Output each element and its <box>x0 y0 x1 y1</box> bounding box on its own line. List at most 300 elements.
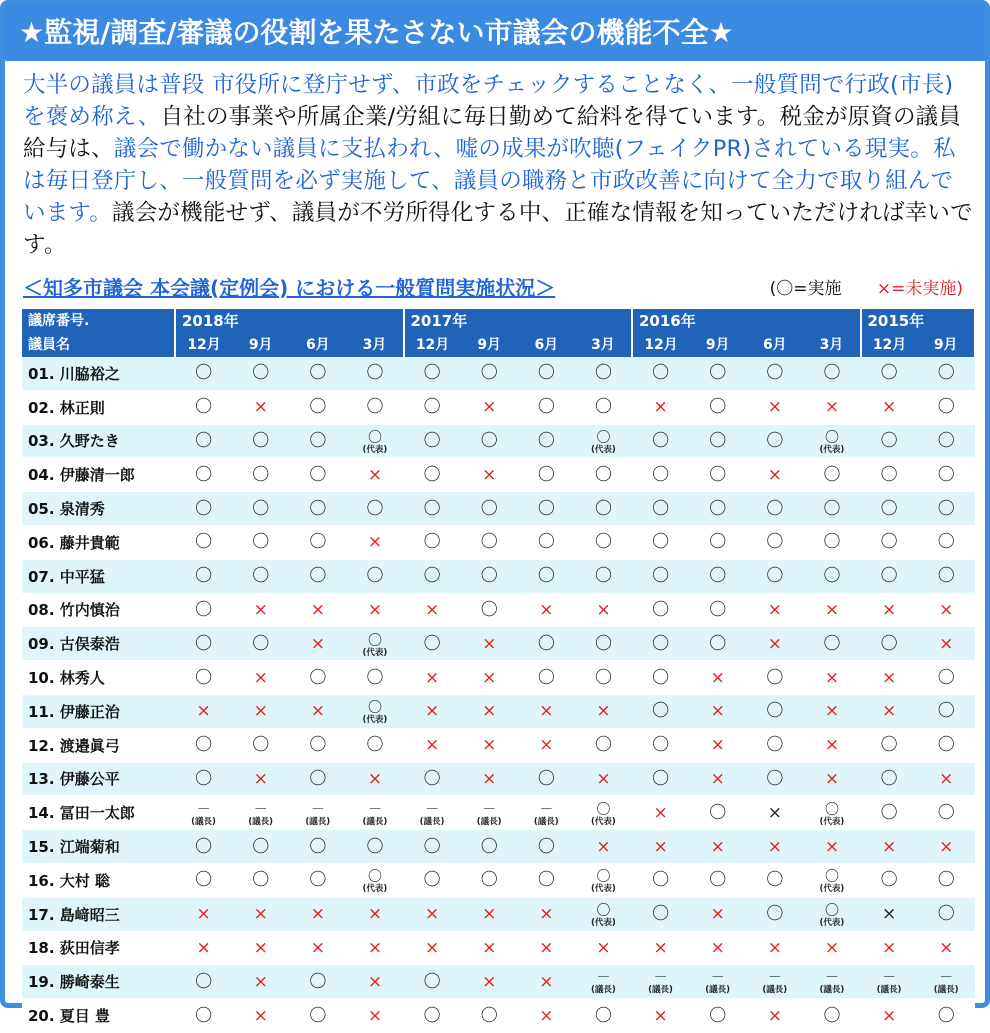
not-done-mark: × <box>710 836 725 857</box>
not-done-mark: × <box>539 599 554 620</box>
status-cell <box>689 661 746 695</box>
status-cell <box>746 694 803 728</box>
done-mark: 〇 <box>537 836 555 857</box>
status-cell <box>232 559 289 593</box>
member-name: 03. 久野たき <box>22 424 175 458</box>
not-done-mark: × <box>482 633 497 654</box>
representative-mark <box>591 904 616 928</box>
status-cell <box>861 728 918 762</box>
status-cell <box>518 424 575 458</box>
status-cell <box>689 863 746 897</box>
status-cell <box>918 593 975 627</box>
done-mark: 〇 <box>596 869 611 886</box>
not-done-mark: × <box>482 397 497 418</box>
daihyo-note: (代表) <box>591 816 616 827</box>
month-header: 3月 <box>575 333 632 357</box>
table-row <box>22 728 975 762</box>
status-cell <box>518 897 575 931</box>
done-mark: 〇 <box>880 802 898 823</box>
done-mark: 〇 <box>652 667 670 688</box>
not-done-mark: × <box>310 701 325 722</box>
status-cell <box>632 931 689 965</box>
status-cell <box>346 492 403 526</box>
status-cell <box>689 559 746 593</box>
status-cell <box>404 728 461 762</box>
status-cell <box>918 762 975 796</box>
status-cell <box>746 965 803 999</box>
status-cell <box>175 458 232 492</box>
status-cell <box>689 796 746 830</box>
status-cell <box>575 661 632 695</box>
section-title: ＜知多市議会 本会議(定例会) における一般質問実施状況＞ <box>23 276 556 300</box>
done-mark: 〇 <box>652 599 670 620</box>
done-mark: 〇 <box>423 363 441 384</box>
representative-mark <box>820 870 845 894</box>
status-cell <box>289 728 346 762</box>
status-cell <box>861 357 918 390</box>
gicho-note: (議長) <box>648 985 673 996</box>
status-cell <box>918 458 975 492</box>
corner-label-seat: 議席番号. <box>22 309 175 333</box>
done-mark: 〇 <box>766 735 784 756</box>
status-cell <box>518 965 575 999</box>
done-mark: 〇 <box>480 599 498 620</box>
not-done-mark: × <box>482 735 497 756</box>
chair-mark <box>762 971 787 995</box>
intro-segment: 大半の議員は普段 市役所に登庁せず、市政をチェックすることなく、一般質問で行政(市長)を褒め称え、 <box>23 72 954 130</box>
done-mark: 〇 <box>480 1005 498 1026</box>
status-cell <box>746 458 803 492</box>
not-done-mark: × <box>253 937 268 958</box>
status-cell <box>289 559 346 593</box>
done-mark: 〇 <box>252 498 270 519</box>
not-done-mark: × <box>367 599 383 620</box>
status-cell <box>461 830 518 864</box>
done-mark: 〇 <box>652 532 670 553</box>
done-mark: 〇 <box>366 397 384 418</box>
status-cell <box>803 593 860 627</box>
not-done-mark: × <box>367 904 383 925</box>
done-mark: 〇 <box>252 735 270 756</box>
status-cell <box>746 424 803 458</box>
gicho-note: (議長) <box>419 816 445 827</box>
member-name: 13. 伊藤公平 <box>22 762 175 796</box>
month-header: 9月 <box>689 333 746 357</box>
status-cell <box>918 559 975 593</box>
gicho-note: (議長) <box>705 985 731 996</box>
done-mark: 〇 <box>195 566 213 587</box>
month-header: 12月 <box>632 333 689 357</box>
status-cell <box>918 863 975 897</box>
done-mark: 〇 <box>195 667 213 688</box>
dash-mark: － <box>653 970 668 987</box>
status-cell <box>803 728 860 762</box>
done-mark: 〇 <box>367 869 382 886</box>
done-mark: 〇 <box>766 701 784 722</box>
status-cell <box>404 525 461 559</box>
not-done-mark: × <box>824 937 840 958</box>
done-mark: 〇 <box>423 464 441 485</box>
member-name: 14. 冨田一太郎 <box>22 796 175 830</box>
status-cell <box>518 458 575 492</box>
status-cell <box>632 694 689 728</box>
status-cell <box>232 796 289 830</box>
status-cell <box>289 424 346 458</box>
status-cell <box>861 863 918 897</box>
status-cell <box>232 627 289 661</box>
member-name: 17. 島﨑昭三 <box>22 897 175 931</box>
status-cell <box>689 492 746 526</box>
table-row <box>22 796 975 830</box>
table-row <box>22 357 975 390</box>
status-cell <box>746 593 803 627</box>
status-cell <box>861 424 918 458</box>
not-done-mark: × <box>939 937 954 958</box>
done-mark: 〇 <box>309 870 327 891</box>
done-mark: 〇 <box>652 904 670 925</box>
not-done-mark: × <box>824 836 840 857</box>
status-cell <box>746 897 803 931</box>
dash-mark: － <box>596 970 611 987</box>
status-cell <box>689 897 746 931</box>
status-cell <box>632 627 689 661</box>
status-cell <box>518 694 575 728</box>
month-header-row <box>22 333 975 357</box>
not-done-mark: × <box>424 667 440 688</box>
status-cell <box>918 390 975 424</box>
done-mark: 〇 <box>423 532 441 553</box>
done-mark: 〇 <box>366 566 384 587</box>
done-mark: 〇 <box>537 667 555 688</box>
status-cell <box>575 863 632 897</box>
done-mark: 〇 <box>309 667 327 688</box>
done-mark: 〇 <box>824 801 839 818</box>
status-cell <box>346 593 403 627</box>
done-mark: 〇 <box>252 870 270 891</box>
status-cell <box>861 830 918 864</box>
done-mark: 〇 <box>252 836 270 857</box>
status-cell <box>346 897 403 931</box>
not-done-mark: × <box>367 937 383 958</box>
done-mark: 〇 <box>195 870 213 891</box>
not-done-mark: × <box>310 937 325 958</box>
dash-mark: － <box>196 801 211 818</box>
status-cell <box>861 593 918 627</box>
status-cell <box>632 559 689 593</box>
done-mark: 〇 <box>652 768 670 789</box>
done-mark: 〇 <box>594 363 612 384</box>
status-cell <box>746 525 803 559</box>
chair-mark <box>820 971 845 995</box>
status-cell <box>404 390 461 424</box>
done-mark: 〇 <box>880 870 898 891</box>
table-row <box>22 525 975 559</box>
status-cell <box>689 728 746 762</box>
done-mark: 〇 <box>709 599 727 620</box>
done-mark: 〇 <box>480 566 498 587</box>
status-cell <box>632 458 689 492</box>
not-done-mark: × <box>767 937 782 958</box>
done-mark: 〇 <box>709 430 727 451</box>
status-cell <box>404 357 461 390</box>
status-cell <box>861 999 918 1033</box>
not-done-mark: × <box>367 1005 383 1026</box>
not-done-mark: × <box>253 397 268 418</box>
daihyo-note: (代表) <box>591 444 616 455</box>
month-header: 6月 <box>289 333 346 357</box>
status-cell <box>461 525 518 559</box>
representative-mark <box>363 701 388 725</box>
table-header <box>22 309 975 357</box>
not-done-mark: × <box>939 633 954 654</box>
year-header: 2017年 <box>404 309 633 333</box>
done-mark: 〇 <box>252 532 270 553</box>
status-cell <box>346 390 403 424</box>
not-done-mark: × <box>710 937 725 958</box>
table-row <box>22 999 975 1033</box>
done-mark: 〇 <box>594 633 612 654</box>
done-mark: 〇 <box>252 464 270 485</box>
status-cell <box>632 525 689 559</box>
status-cell <box>289 897 346 931</box>
not-done-mark: × <box>824 735 840 756</box>
done-mark: 〇 <box>937 802 955 823</box>
status-cell <box>461 593 518 627</box>
done-mark: 〇 <box>766 768 784 789</box>
chair-mark <box>191 803 216 827</box>
not-done-mark: × <box>881 836 897 857</box>
status-cell <box>175 661 232 695</box>
status-cell <box>232 357 289 390</box>
month-header: 12月 <box>861 333 918 357</box>
status-cell <box>803 357 860 390</box>
status-cell <box>518 593 575 627</box>
representative-mark <box>820 803 845 827</box>
done-mark: 〇 <box>594 566 612 587</box>
status-cell <box>404 897 461 931</box>
status-cell <box>632 796 689 830</box>
done-mark: 〇 <box>309 566 327 587</box>
done-mark: 〇 <box>709 566 727 587</box>
status-cell <box>689 694 746 728</box>
table-row <box>22 627 975 661</box>
done-mark: 〇 <box>880 498 898 519</box>
not-done-mark: × <box>767 802 782 823</box>
dash-mark: － <box>253 801 268 818</box>
done-mark: 〇 <box>652 464 670 485</box>
member-name: 04. 伊藤清一郎 <box>22 458 175 492</box>
not-done-mark: × <box>253 667 268 688</box>
done-mark: 〇 <box>823 498 841 519</box>
status-cell <box>346 424 403 458</box>
not-done-mark: × <box>767 464 782 485</box>
done-mark: 〇 <box>366 735 384 756</box>
done-mark: 〇 <box>652 633 670 654</box>
not-done-mark: × <box>196 937 211 958</box>
status-cell <box>175 762 232 796</box>
chair-mark <box>591 971 616 995</box>
status-cell <box>461 965 518 999</box>
done-mark: 〇 <box>937 363 955 384</box>
done-mark: 〇 <box>195 971 213 992</box>
not-done-mark: × <box>482 768 497 789</box>
daihyo-note: (代表) <box>819 917 845 928</box>
status-cell <box>346 830 403 864</box>
done-mark: 〇 <box>423 498 441 519</box>
member-name: 09. 古俣泰浩 <box>22 627 175 661</box>
month-header: 3月 <box>346 333 403 357</box>
done-mark: 〇 <box>652 870 670 891</box>
status-cell <box>232 492 289 526</box>
done-mark: 〇 <box>195 464 213 485</box>
status-cell <box>861 627 918 661</box>
status-cell <box>918 931 975 965</box>
not-done-mark: × <box>767 599 782 620</box>
status-cell <box>518 559 575 593</box>
daihyo-note: (代表) <box>362 884 388 895</box>
member-name: 10. 林秀人 <box>22 661 175 695</box>
dash-mark: － <box>482 801 497 818</box>
status-cell <box>175 830 232 864</box>
representative-mark <box>363 634 388 658</box>
not-done-mark: × <box>424 904 440 925</box>
done-mark: 〇 <box>823 566 841 587</box>
status-cell <box>803 694 860 728</box>
dash-mark: － <box>310 801 325 818</box>
status-cell <box>575 796 632 830</box>
status-cell <box>861 390 918 424</box>
status-cell <box>746 559 803 593</box>
status-cell <box>461 897 518 931</box>
done-mark: 〇 <box>480 363 498 384</box>
done-mark: 〇 <box>195 768 213 789</box>
status-cell <box>289 357 346 390</box>
done-mark: 〇 <box>309 464 327 485</box>
month-header: 3月 <box>803 333 860 357</box>
status-cell <box>632 492 689 526</box>
done-mark: 〇 <box>423 397 441 418</box>
table-row <box>22 863 975 897</box>
status-cell <box>175 863 232 897</box>
done-mark: 〇 <box>880 633 898 654</box>
status-cell <box>575 390 632 424</box>
done-mark: 〇 <box>937 430 955 451</box>
page-title: ★監視/調査/審議の役割を果たさない市議会の機能不全★ <box>5 5 985 61</box>
chair-mark <box>420 803 445 827</box>
status-cell <box>689 424 746 458</box>
done-mark: 〇 <box>596 801 611 818</box>
done-mark: 〇 <box>709 1005 727 1026</box>
intro-segment: 自社の事業や所属企業/労組に毎日勤めて給料を得ています。税金が原資の議員給与は、 <box>23 104 962 162</box>
not-done-mark: × <box>482 667 497 688</box>
done-mark: 〇 <box>309 768 327 789</box>
done-mark: 〇 <box>594 735 612 756</box>
status-cell <box>746 492 803 526</box>
done-mark: 〇 <box>937 397 955 418</box>
done-mark: 〇 <box>537 363 555 384</box>
intro-paragraph <box>23 69 973 261</box>
status-cell <box>918 627 975 661</box>
chair-mark <box>363 803 388 827</box>
done-mark: 〇 <box>195 1005 213 1026</box>
done-mark: 〇 <box>367 700 382 717</box>
not-done-mark: × <box>539 937 554 958</box>
done-mark: 〇 <box>537 633 555 654</box>
intro-segment: 議会が機能せず、議員が不労所得化する中、正確な情報を知っていただければ幸いです。 <box>23 200 973 258</box>
status-cell <box>404 424 461 458</box>
done-mark: 〇 <box>709 363 727 384</box>
month-header: 6月 <box>518 333 575 357</box>
status-cell <box>803 424 860 458</box>
done-mark: 〇 <box>309 498 327 519</box>
status-cell <box>632 357 689 390</box>
status-cell <box>746 661 803 695</box>
status-cell <box>803 559 860 593</box>
status-cell <box>575 762 632 796</box>
status-cell <box>404 762 461 796</box>
done-mark: 〇 <box>367 429 382 446</box>
status-cell <box>404 830 461 864</box>
done-mark: 〇 <box>823 633 841 654</box>
representative-mark <box>591 870 616 894</box>
status-cell <box>404 863 461 897</box>
done-mark: 〇 <box>537 498 555 519</box>
status-cell <box>861 965 918 999</box>
not-done-mark: × <box>881 667 897 688</box>
table-body <box>22 357 975 1032</box>
status-cell <box>518 796 575 830</box>
not-done-mark: × <box>539 971 554 992</box>
done-mark: 〇 <box>423 870 441 891</box>
year-header: 2016年 <box>632 309 861 333</box>
status-cell <box>689 931 746 965</box>
done-mark: 〇 <box>824 869 839 886</box>
status-cell <box>746 931 803 965</box>
status-cell <box>289 863 346 897</box>
not-done-mark: × <box>482 937 497 958</box>
done-mark: 〇 <box>823 532 841 553</box>
done-mark: 〇 <box>823 363 841 384</box>
status-cell <box>175 559 232 593</box>
done-mark: 〇 <box>423 1005 441 1026</box>
status-cell <box>175 999 232 1033</box>
daihyo-note: (代表) <box>819 444 845 455</box>
status-cell <box>232 999 289 1033</box>
not-done-mark: × <box>367 532 383 553</box>
status-cell <box>404 694 461 728</box>
not-done-mark: × <box>310 599 325 620</box>
status-cell <box>346 796 403 830</box>
done-mark: 〇 <box>937 1005 955 1026</box>
gicho-note: (議長) <box>591 985 616 996</box>
gicho-note: (議長) <box>305 816 331 827</box>
not-done-mark: × <box>482 971 497 992</box>
done-mark: 〇 <box>937 735 955 756</box>
not-done-mark: × <box>653 1005 668 1026</box>
status-cell <box>289 627 346 661</box>
done-mark: 〇 <box>937 870 955 891</box>
status-cell <box>346 965 403 999</box>
status-cell <box>746 390 803 424</box>
table-row <box>22 492 975 526</box>
status-cell <box>803 627 860 661</box>
table-row <box>22 661 975 695</box>
status-cell <box>918 897 975 931</box>
done-mark: 〇 <box>652 735 670 756</box>
not-done-mark: × <box>539 701 554 722</box>
done-mark: 〇 <box>195 532 213 553</box>
status-cell <box>175 424 232 458</box>
